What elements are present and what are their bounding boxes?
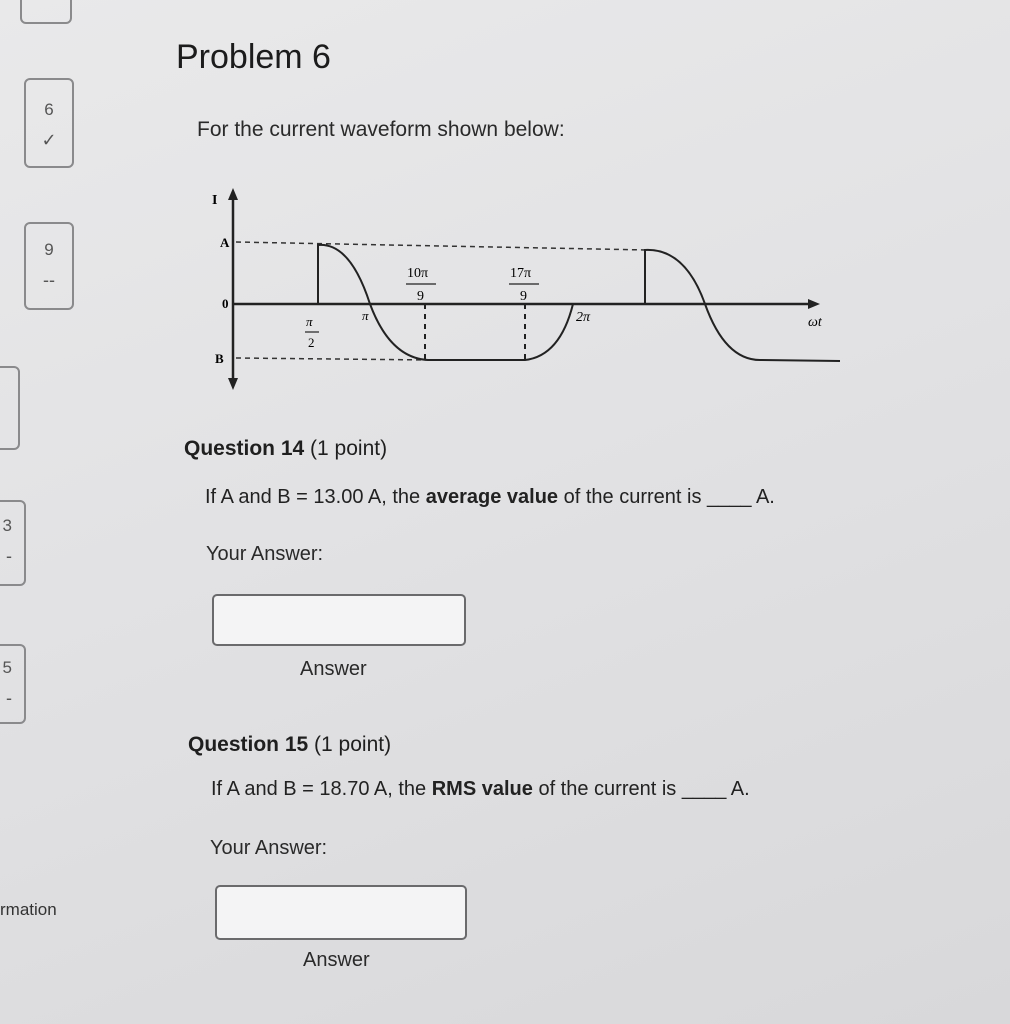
- y-axis-arrow-up: [228, 188, 238, 200]
- question-15-title: Question 15: [188, 733, 309, 756]
- question-14-text-bold: average value: [425, 486, 559, 508]
- sidebar-item-3[interactable]: [0, 500, 26, 586]
- question-15-answer-input[interactable]: [215, 885, 467, 940]
- question-14-answer-label: Answer: [300, 658, 367, 680]
- sidebar-item-number: 9: [44, 240, 54, 259]
- question-15-points: (1 point): [314, 733, 392, 756]
- check-icon: ✓: [41, 130, 57, 150]
- tick-10pi9-num: 10π: [407, 266, 429, 281]
- sidebar-item-6[interactable]: [24, 78, 74, 168]
- x-axis-arrow: [808, 299, 820, 309]
- sidebar-item-5[interactable]: [0, 644, 26, 724]
- sidebar-item-number: 6: [44, 100, 54, 119]
- question-14-title: Question 14: [184, 437, 305, 460]
- sidebar-item-status: --: [43, 270, 55, 290]
- tick-pi2-den: 2: [308, 335, 315, 350]
- sidebar-item-status: -: [6, 688, 12, 708]
- tick-17pi9-num: 17π: [510, 266, 532, 281]
- tick-pi-num: π: [362, 308, 369, 323]
- question-15-text-suffix: of the current is ____ A.: [532, 778, 750, 800]
- question-15-text-prefix: If A and B = 18.70 A, the: [211, 778, 432, 800]
- y-axis-arrow-down: [228, 378, 238, 390]
- question-14-heading: [184, 437, 387, 461]
- tick-10pi9-den: 9: [417, 289, 424, 304]
- sidebar-item-partial-1[interactable]: [0, 366, 20, 450]
- question-15-heading: [188, 733, 391, 757]
- question-14-answer-input[interactable]: [212, 594, 466, 646]
- question-15-text: [211, 778, 750, 801]
- waveform-chart: [200, 180, 840, 410]
- sidebar-item-9[interactable]: [24, 222, 74, 310]
- problem-intro: For the current waveform shown below:: [197, 118, 565, 141]
- level-b-label: B: [215, 351, 224, 366]
- question-14-your-answer-label: Your Answer:: [206, 543, 324, 565]
- sidebar-item-status: -: [6, 546, 12, 566]
- sidebar-item-number: 3: [2, 516, 12, 535]
- question-15-answer-label: Answer: [303, 949, 370, 971]
- page-title: Problem 6: [176, 38, 331, 76]
- level-a-dashed: [236, 242, 648, 250]
- tick-2pi-label: 2π: [576, 310, 591, 325]
- level-zero-label: 0: [222, 296, 229, 311]
- sidebar-top-partial[interactable]: [20, 0, 72, 24]
- question-14-text-prefix: If A and B = 13.00 A, the: [205, 486, 426, 508]
- level-a-label: A: [220, 235, 230, 250]
- sidebar-item-number: 5: [2, 658, 12, 677]
- level-b-dashed: [236, 358, 432, 360]
- question-14-points: (1 point): [310, 437, 388, 460]
- question-14-text: [205, 486, 775, 509]
- x-axis-label: ωt: [808, 315, 822, 330]
- question-15-your-answer-label: Your Answer:: [210, 837, 328, 859]
- question-15-text-bold: RMS value: [431, 778, 533, 800]
- question-14-text-suffix: of the current is ____ A.: [558, 486, 775, 508]
- tick-pi2-num: π: [306, 314, 313, 329]
- y-axis-label: I: [212, 193, 218, 208]
- sidebar-info-link[interactable]: rmation: [0, 900, 57, 919]
- tick-17pi9-den: 9: [520, 289, 527, 304]
